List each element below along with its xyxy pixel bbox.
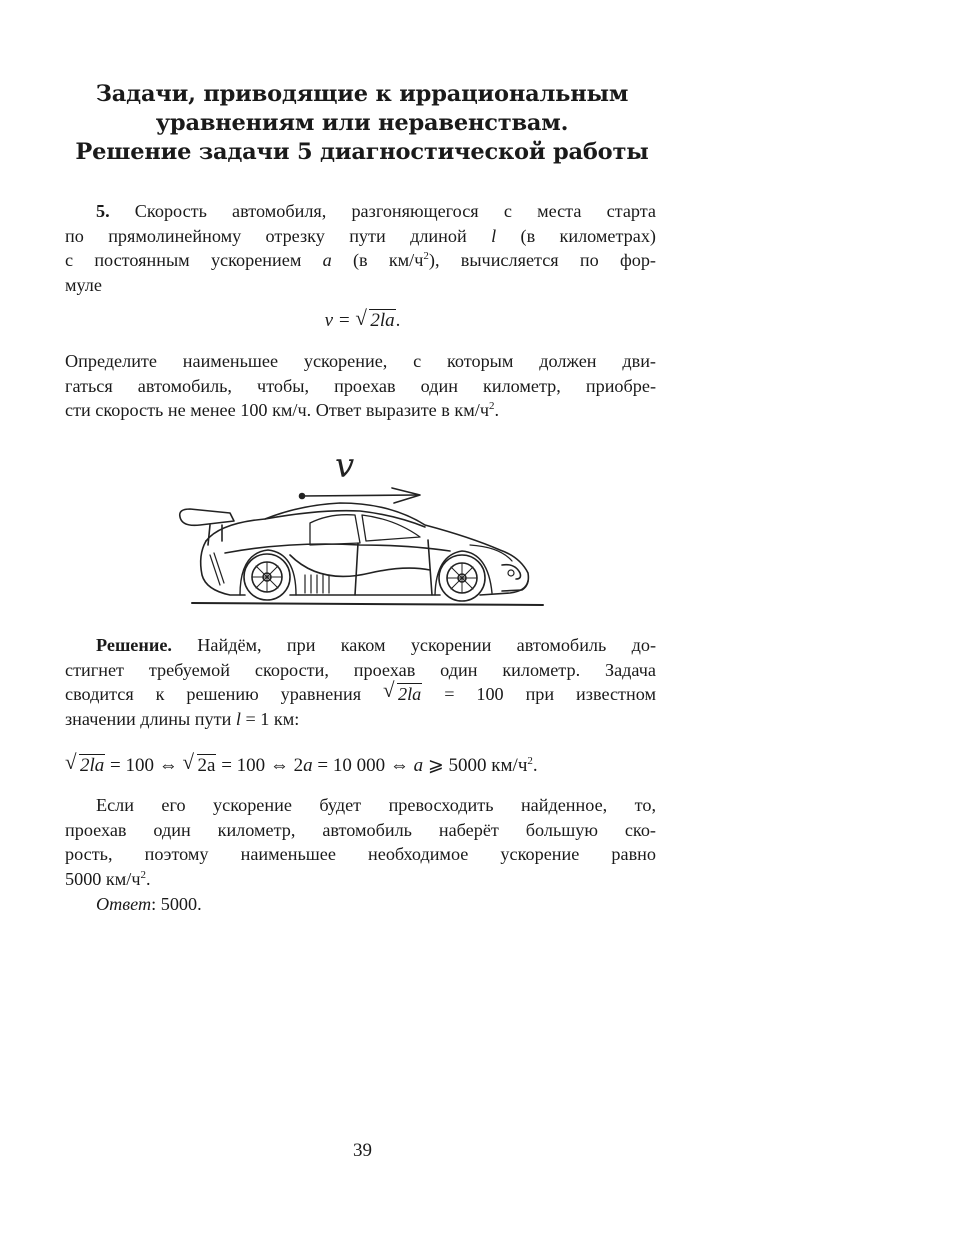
problem-number: 5. [96, 201, 110, 221]
conclusion-line-3: рость, поэтому наименьшее необходимое ускорение равно [65, 844, 656, 865]
solution-line-2: стигнет требуемой скорости, проехав один километр. Задача [65, 659, 656, 680]
title-line-3: Решение задачи 5 диагностической работы [75, 139, 649, 165]
conclusion-line-2: проехав один километр, автомобиль наберёт большую ско- [65, 819, 656, 840]
sqrt-symbol: √ 2la [383, 678, 422, 705]
solution-equation: √ 2la = 100 ⇔ √ 2a = 100 ⇔ 2a = 10 000 ⇔ a ⩾ 5000 $км/ч^2$. [65, 754, 656, 779]
sqrt-symbol: √ 2a [182, 750, 216, 776]
solution-label: Решение. [96, 635, 172, 655]
velocity-arrow [300, 488, 421, 503]
problem-line-2: по прямолинейному отрезку пути длиной l (в километрах) [65, 225, 656, 246]
solution [65, 633, 656, 732]
question-line-2: гаться автомобиль, чтобы, проехав один километр, приобре- [65, 375, 656, 396]
velocity-label: v [335, 446, 355, 486]
conclusion-line-4: 5000 $км/ч^2$. [65, 869, 151, 890]
conclusion-line-1: Если его ускорение будет превосходить найденное, то, [96, 795, 656, 815]
sqrt-symbol: √ 2la [65, 750, 105, 776]
question [65, 349, 656, 423]
rear-wheel [240, 550, 296, 600]
question-line-3: сти скорость не менее 100 км/ч. Ответ выразите в $км/ч^2$. [65, 400, 500, 421]
answer-line [65, 892, 656, 917]
problem-line-3: с постоянным ускорением a (в $км/ч^2$), вычисляется по фор- [65, 250, 656, 271]
solution-line-1: Решение. Найдём, при каком ускорении автомобиль до- [96, 635, 656, 655]
problem-statement [65, 199, 656, 298]
title-line-1: Задачи, приводящие к иррациональным [95, 81, 629, 107]
var-a: a [322, 250, 332, 271]
page-number: 39 [353, 1140, 372, 1161]
answer-label: Ответ [96, 893, 152, 914]
front-wheel [435, 551, 492, 601]
velocity-formula: v = √ 2la. [324, 306, 401, 331]
solution-line-3: сводится к решению уравнения √ 2la = 100 при известном [65, 682, 656, 707]
title-line-2: уравнениям или неравенствам. [155, 110, 569, 136]
question-line-1: Определите наименьшее ускорение, с которым должен дви- [65, 351, 656, 371]
page-title [62, 80, 662, 167]
problem-line-4: муле [65, 275, 102, 296]
sqrt-symbol: √ 2la [355, 306, 395, 331]
solution-line-4: значении длины пути l = 1 км: [65, 709, 300, 730]
conclusion [65, 793, 656, 916]
car-sketch-figure [170, 445, 560, 615]
var-l: l [491, 225, 497, 246]
problem-line-1: 5. Скорость автомобиля, разгоняющегося с места старта [96, 201, 656, 221]
car-body [180, 503, 543, 605]
answer-value: : 5000. [151, 893, 202, 914]
